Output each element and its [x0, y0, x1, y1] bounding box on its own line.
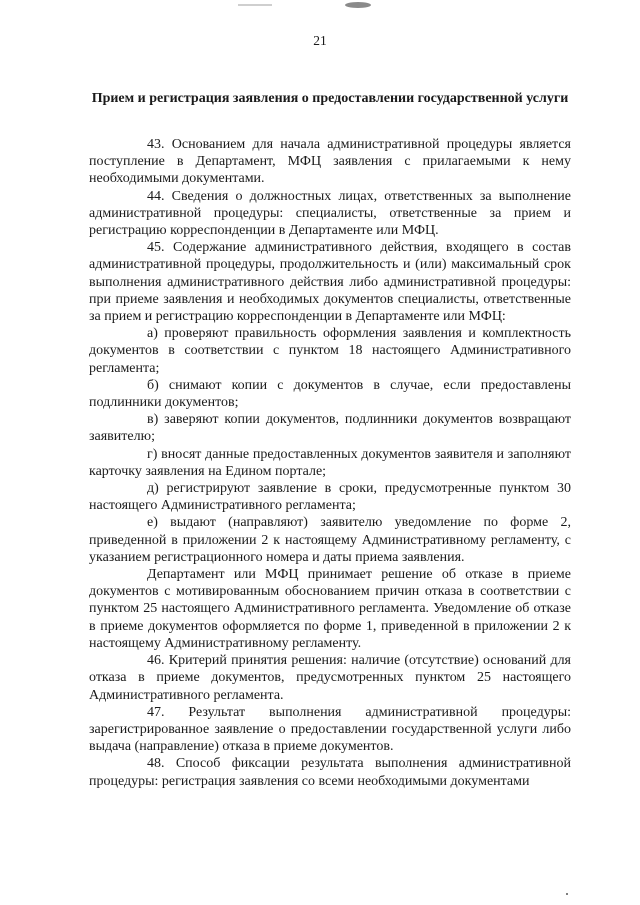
list-item-a: а) проверяют правильность оформления заявления и комплектность документов в соответствии с пунктом 18 настоящего Административного регламента;	[89, 326, 571, 376]
paragraph-46: 46. Критерий принятия решения: наличие (отсутствие) оснований для отказа в приеме документов, предусмотренных пунктом 25 настоящего Административного регламента.	[89, 653, 571, 703]
list-item-g: г) вносят данные предоставленных документов заявителя и заполняют карточку заявления на Едином портале;	[89, 446, 571, 479]
paragraph-45: 45. Содержание административного действия, входящего в состав административной процедуры, продолжительность и (или) максимальный срок выполнения административного действия либо административной процедуры: при приеме заявления и необходимых документов специалисты, ответственные за прием и регистрацию корреспонденции в Департаменте или МФЦ:	[89, 240, 571, 325]
paragraph-47: 47. Результат выполнения административной процедуры: зарегистрированное заявление о предоставлении государственной услуги либо выдача (направление) отказа в приеме документов.	[89, 704, 571, 755]
scan-artifact	[566, 893, 568, 895]
list-item-d: д) регистрируют заявление в сроки, предусмотренные пунктом 30 настоящего Административного регламента;	[89, 481, 571, 514]
list-item-v: в) заверяют копии документов, подлинники документов возвращают заявителю;	[89, 412, 571, 445]
refusal-paragraph: Департамент или МФЦ принимает решение об отказе в приеме документов с мотивированным обоснованием причин отказа в соответствии с пунктом 25 настоящего Административного регламента. Уведомление об отказе в приеме документов оформляется по форме 1, приведенной в приложении 2 к настоящему Административному регламенту.	[89, 567, 571, 651]
scan-artifact	[238, 4, 272, 6]
scan-artifact	[345, 2, 371, 8]
paragraph-44: 44. Сведения о должностных лицах, ответственных за выполнение административной процедуры: специалисты, ответственные за прием и регистрацию корреспонденции в Департаменте или МФЦ.	[89, 188, 571, 239]
page-number: 21	[313, 33, 327, 48]
list-item-e: е) выдают (направляют) заявителю уведомление по форме 2, приведенной в приложении 2 к настоящему Административному регламенту, с указанием регистрационного номера и даты приема заявления.	[89, 515, 571, 565]
list-item-b: б) снимают копии с документов в случае, если предоставлены подлинники документов;	[89, 377, 571, 411]
document-body	[89, 136, 571, 790]
section-title: Прием и регистрация заявления о предоставлении государственной услуги	[91, 91, 569, 106]
paragraph-48: 48. Способ фиксации результата выполнения административной процедуры: регистрация заявления со всеми необходимыми документами	[89, 756, 571, 789]
paragraph-43: 43. Основанием для начала административной процедуры является поступление в Департамент, МФЦ заявления с прилагаемыми к нему необходимыми документами.	[89, 137, 571, 187]
